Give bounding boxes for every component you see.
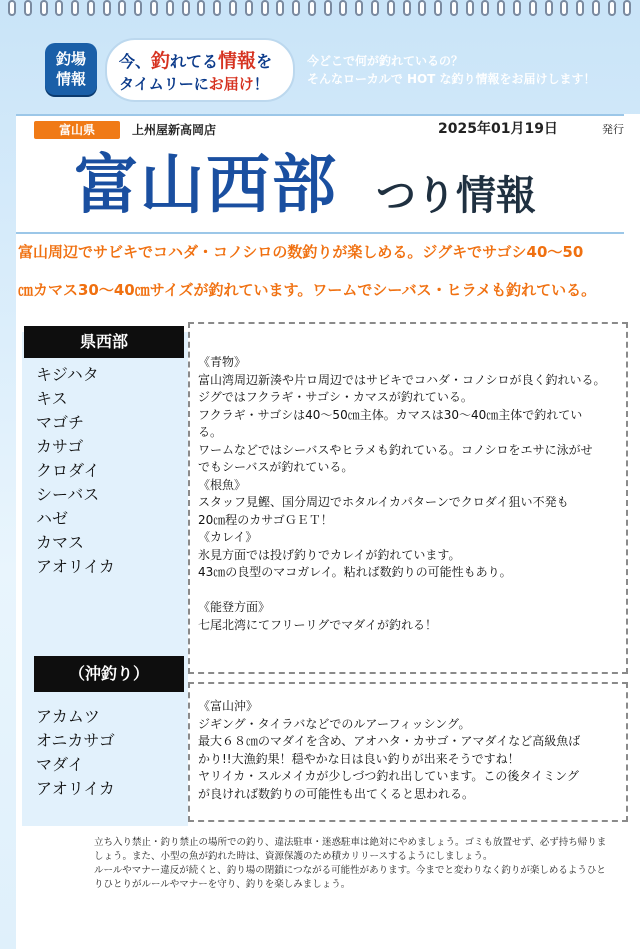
badge-line2: 情報 <box>55 70 86 88</box>
catchphrase-line2 <box>119 73 283 94</box>
list-item: マダイ <box>36 755 84 774</box>
list-item: アカムツ <box>36 707 100 726</box>
report-box-coastal <box>188 322 628 674</box>
catchphrase-part: を <box>256 52 273 71</box>
binder-ring <box>592 0 600 16</box>
list-item: アオリイカ <box>36 557 115 576</box>
catchphrase-part: 情報 <box>218 50 257 72</box>
catchphrase-bubble <box>105 38 295 102</box>
binder-ring <box>418 0 426 16</box>
report-line: 《根魚》 <box>198 477 247 492</box>
notice-line: 立ち入り禁止・釣り禁止の場所での釣り、違法駐車・迷惑駐車は絶対にやめましょう。ゴミも放置せず、必ず持ち帰りま <box>94 837 607 848</box>
notice-line: しょう。また、小型の魚が釣れた時は、資源保護のため積カリリースするようにしましょう。 <box>94 851 493 862</box>
binder-ring <box>229 0 237 16</box>
binder-ring <box>292 0 300 16</box>
binder-ring <box>481 0 489 16</box>
list-item: キジハタ <box>36 365 99 384</box>
binder-ring <box>197 0 205 16</box>
binder-ring <box>497 0 505 16</box>
banner-subtitle <box>307 52 596 88</box>
badge-line1: 釣場 <box>55 50 86 68</box>
binder-ring <box>245 0 253 16</box>
binder-ring <box>8 0 16 16</box>
binder-ring <box>403 0 411 16</box>
list-item: キス <box>36 389 68 408</box>
catchphrase-part: ！ <box>253 75 269 93</box>
binder-ring <box>71 0 79 16</box>
notice-line: ルールやマナー違反が続くと、釣り場の閉鎖につながる可能性があります。今までと変わりなく釣りが楽しめるようひと <box>94 865 606 876</box>
report-spacer <box>198 582 618 600</box>
report-line: ヤリイカ・スルメイカが少しづつ釣れ出しています。この後タイミング <box>198 769 579 783</box>
report-line: 《能登方面》 <box>198 600 271 614</box>
report-sheet <box>16 114 640 949</box>
binder-rings <box>8 0 632 16</box>
binder-ring <box>545 0 553 16</box>
report-line: ジギング・タイラバなどでのルアーフィッシング。 <box>198 716 471 731</box>
binder-ring <box>371 0 379 16</box>
issue-date: 2025年01月19日 <box>438 121 558 137</box>
divider <box>16 232 624 234</box>
binder-ring <box>261 0 269 16</box>
page-title: 富山西部 <box>74 149 338 223</box>
catchphrase-part: お届け <box>208 75 254 93</box>
species-list-west <box>36 363 176 579</box>
issue-label: 発行 <box>602 123 624 136</box>
lead-line: 富山周辺でサビキでコハダ・コノシロの数釣りが楽しめる。ジグキでサゴシ40～50 <box>18 243 584 261</box>
report-line: 《青物》 <box>198 355 247 369</box>
binder-ring <box>576 0 584 16</box>
binder-ring <box>466 0 474 16</box>
header-banner <box>0 26 640 110</box>
binder-ring <box>308 0 316 16</box>
binder-ring <box>623 0 631 16</box>
binder-ring <box>513 0 521 16</box>
list-item: アオリイカ <box>36 779 115 798</box>
binder-ring <box>134 0 142 16</box>
section-heading-offshore: （沖釣り） <box>34 656 184 692</box>
list-item: シーバス <box>36 485 100 504</box>
binder-ring <box>608 0 616 16</box>
catchphrase-part: 釣 <box>151 50 171 72</box>
binder-ring <box>276 0 284 16</box>
divider <box>16 114 624 116</box>
binder-ring <box>55 0 63 16</box>
report-line: 最大６８㎝のマダイを含め、アオハタ・カサゴ・アマダイなど高級魚ば <box>198 734 581 748</box>
lead-line: ㎝カマス30～40㎝サイズが釣れています。ワームでシーバス・ヒラメも釣れている。 <box>18 281 597 299</box>
list-item: マゴチ <box>36 413 85 432</box>
catchphrase-part: タイムリーに <box>119 75 209 93</box>
section-heading-west: 県西部 <box>24 326 184 358</box>
page-title-sub: つり情報 <box>376 173 536 219</box>
banner-subtitle-line2: そんなローカルで HOT な釣り情報をお届けします！ <box>307 72 596 86</box>
report-line: 《カレイ》 <box>198 530 258 544</box>
report-line: 氷見方面では投げ釣りでカレイが釣れています。 <box>198 547 461 562</box>
binder-ring <box>182 0 190 16</box>
binder-ring <box>103 0 111 16</box>
report-line: が良ければ数釣りの可能性も出てくると思われる。 <box>198 786 475 801</box>
binder-ring <box>560 0 568 16</box>
fishing-info-badge <box>45 43 97 95</box>
store-name: 上州屋新高岡店 <box>132 123 217 137</box>
catchphrase-part: れてる <box>170 52 219 71</box>
binder-ring <box>324 0 332 16</box>
notice-line: りひとりがルールやマナーを守り、釣りを楽しみましょう。 <box>94 879 351 890</box>
catchphrase-line1 <box>119 46 283 73</box>
binder-ring <box>87 0 95 16</box>
binder-ring <box>450 0 458 16</box>
binder-ring <box>339 0 347 16</box>
list-item: カサゴ <box>36 437 84 456</box>
binder-ring <box>529 0 537 16</box>
report-line: 20㎝程のカサゴＧＥＴ！ <box>198 512 333 527</box>
list-item: カマス <box>36 533 85 552</box>
report-line: る。 <box>198 425 223 439</box>
binder-ring <box>213 0 221 16</box>
binder-ring <box>40 0 48 16</box>
report-line: フクラギ・サゴシは40～50㎝主体。カマスは30～40㎝主体で釣れてい <box>198 407 583 422</box>
report-line: ジグではフクラギ・サゴシ・カマスが釣れている。 <box>198 390 473 404</box>
binder-ring <box>166 0 174 16</box>
binder-ring <box>150 0 158 16</box>
list-item: ハゼ <box>36 509 69 528</box>
binder-ring <box>387 0 395 16</box>
binder-ring <box>434 0 442 16</box>
report-line: でもシーバスが釣れている。 <box>198 460 354 474</box>
list-item: オニカサゴ <box>36 731 115 750</box>
report-line: 43㎝の良型のマコガレイ。粘れば数釣りの可能性もあり。 <box>198 565 512 579</box>
catchphrase-part: 今、 <box>119 52 152 71</box>
report-line: スタッフ見鰹、国分周辺でホタルイカパターンでクロダイ狙い不発も <box>198 495 569 509</box>
report-box-offshore <box>188 682 628 822</box>
species-list-offshore <box>36 705 176 801</box>
binder-ring <box>118 0 126 16</box>
report-line: 七尾北湾にてフリーリグでマダイが釣れる！ <box>198 617 438 632</box>
report-line: ワームなどではシーバスやヒラメも釣れている。コノシロをエサに泳がせ <box>198 442 593 457</box>
report-line: 富山湾周辺新湊や片ロ周辺ではサビキでコハダ・コノシロが良く釣れいる。 <box>198 372 606 387</box>
banner-subtitle-line1: 今どこで何が釣れているの？ <box>307 54 464 68</box>
list-item: クロダイ <box>36 461 100 480</box>
binder-ring <box>24 0 32 16</box>
manners-notice <box>94 836 614 892</box>
prefecture-tag: 富山県 <box>34 121 120 139</box>
binder-ring <box>355 0 363 16</box>
report-line: 《富山沖》 <box>198 699 259 713</box>
report-line: かり!!大漁釣果！穏やかな日は良い釣りが出来そうですね！ <box>198 751 520 766</box>
